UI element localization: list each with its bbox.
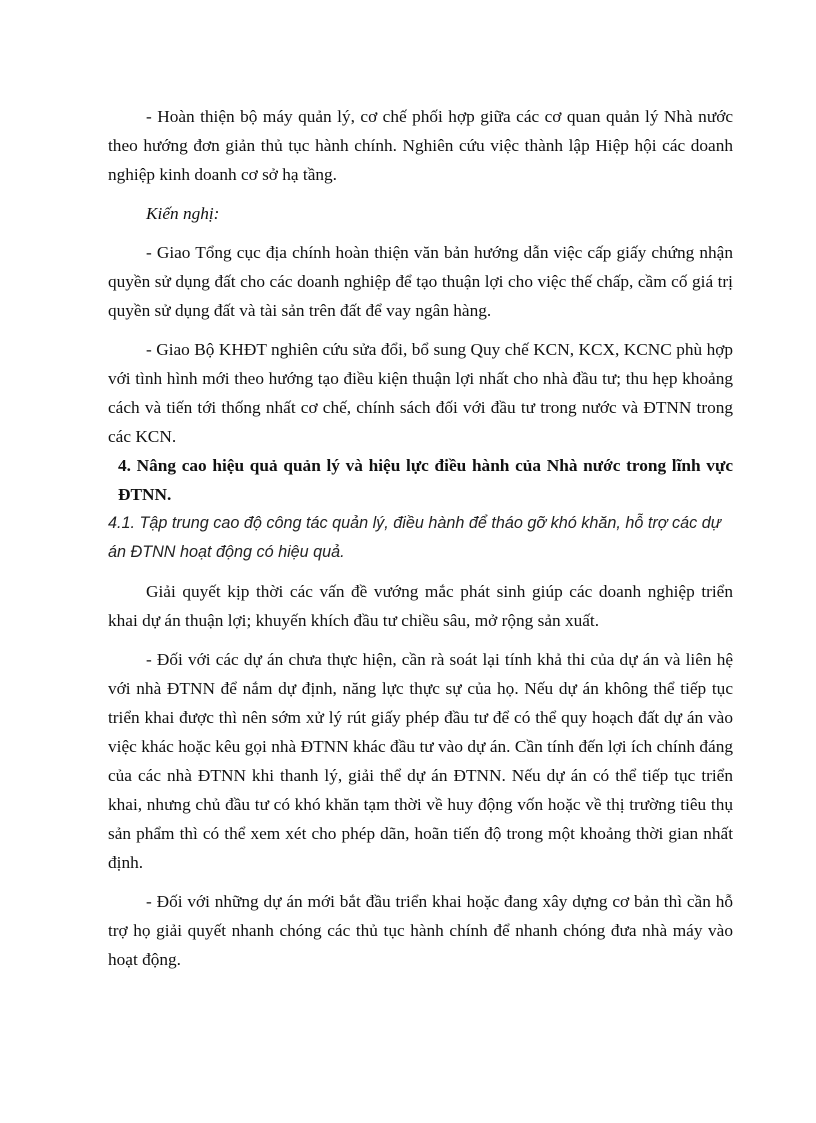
paragraph-giao-bo-khdt: - Giao Bộ KHĐT nghiên cứu sửa đổi, bổ sung Quy chế KCN, KCX, KCNC phù hợp với tình hình mới theo hướng tạo điều kiện thuận lợi nhất cho nhà đầu tư; thu hẹp khoảng cách và tiến tới thống nhất cơ chế, chính sách đối với đầu tư trong nước và ĐTNN trong các KCN.: [108, 340, 733, 446]
paragraph-giao-tong-cuc: - Giao Tổng cục địa chính hoàn thiện văn bản hướng dẫn việc cấp giấy chứng nhận quyền sử dụng đất cho các doanh nghiệp để tạo thuận lợi cho việc thế chấp, cầm cố giá trị quyền sử dụng đất và tài sản trên đất để vay ngân hàng.: [108, 243, 733, 320]
paragraph-hoan-thien: - Hoàn thiện bộ máy quản lý, cơ chế phối hợp giữa các cơ quan quản lý Nhà nước theo hướng đơn giản thủ tục hành chính. Nghiên cứu việc thành lập Hiệp hội các doanh nghiệp kinh doanh cơ sở hạ tầng.: [108, 107, 733, 184]
paragraph-du-an-chua-thuc-hien: - Đối với các dự án chưa thực hiện, cần rà soát lại tính khả thi của dự án và liên hệ với nhà ĐTNN để nắm dự định, năng lực thực sự của họ. Nếu dự án không thể tiếp tục triển khai được thì nên sớm xử lý rút giấy phép đầu tư để có thể quy hoạch đất dự án vào việc khác hoặc kêu gọi nhà ĐTNN khác đầu tư vào dự án. Cần tính đến lợi ích chính đáng của các nhà ĐTNN khi thanh lý, giải thể dự án ĐTNN. Nếu dự án có thể tiếp tục triển khai, nhưng chủ đầu tư có khó khăn tạm thời về huy động vốn hoặc về thị trường tiêu thụ sản phẩm thì có thể xem xét cho phép dãn, hoãn tiến độ trong một khoảng thời gian nhất định.: [108, 650, 733, 872]
document-page: [108, 102, 733, 974]
subsection-heading-4-1: 4.1. Tập trung cao độ công tác quản lý, điều hành để tháo gỡ khó khăn, hỗ trợ các dự án ĐTNN hoạt động có hiệu quả.: [108, 514, 721, 561]
paragraph-giai-quyet: Giải quyết kịp thời các vấn đề vướng mắc phát sinh giúp các doanh nghiệp triển khai dự án thuận lợi; khuyến khích đầu tư chiều sâu, mở rộng sản xuất.: [108, 582, 733, 630]
section-heading-4: 4. Nâng cao hiệu quả quản lý và hiệu lực điều hành của Nhà nước trong lĩnh vực ĐTNN.: [118, 456, 733, 504]
kien-nghi-label: Kiến nghị:: [146, 204, 220, 223]
paragraph-du-an-moi: - Đối với những dự án mới bắt đầu triển khai hoặc đang xây dựng cơ bản thì cần hỗ trợ họ giải quyết nhanh chóng các thủ tục hành chính để nhanh chóng đưa nhà máy vào hoạt động.: [108, 892, 733, 969]
